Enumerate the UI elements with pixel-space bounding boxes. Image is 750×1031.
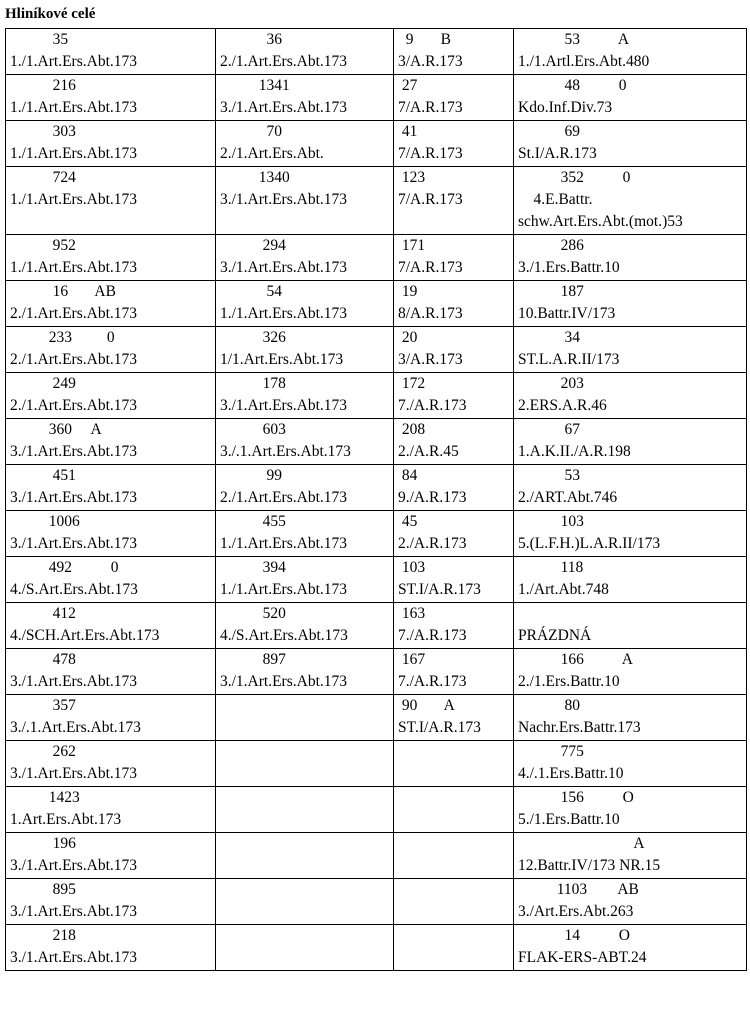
cell-unit-label: St.I/A.R.173 (518, 145, 597, 162)
cell-number: 1423 (10, 789, 80, 806)
cell-number: 45 (398, 513, 418, 530)
cell-number: 80 (518, 697, 580, 714)
table-cell (394, 695, 514, 741)
cell-number: 103 (518, 513, 584, 530)
cell-number: 20 (398, 329, 418, 346)
cell-number: 178 (220, 375, 286, 392)
table-cell (6, 281, 216, 327)
cell-number: 895 (10, 881, 76, 898)
cell-unit-label: 3./.1.Art.Ers.Abt.173 (10, 719, 141, 736)
table-cell (216, 29, 394, 75)
cell-unit-label: ST.L.A.R.II/173 (518, 351, 620, 368)
table-cell (6, 419, 216, 465)
cell-number: 326 (220, 329, 286, 346)
table-cell (514, 695, 747, 741)
cell-unit-label: 4./S.Art.Ers.Abt.173 (10, 581, 138, 598)
cell-unit-label (220, 947, 390, 969)
table-row (6, 695, 747, 741)
cell-unit-label: 2./A.R.173 (398, 535, 467, 552)
cell-unit-label: PRÁZDNÁ (518, 627, 592, 644)
table-cell (514, 465, 747, 511)
cell-number (398, 879, 510, 901)
table-cell (216, 557, 394, 603)
cell-number: 451 (10, 467, 76, 484)
table-cell (394, 741, 514, 787)
table-cell (216, 603, 394, 649)
cell-unit-label: 4./SCH.Art.Ers.Abt.173 (10, 627, 160, 644)
table-cell (514, 167, 747, 235)
cell-number: 394 (220, 559, 286, 576)
cell-number: 208 (398, 421, 426, 438)
table-cell (514, 29, 747, 75)
cell-unit-label: 7./A.R.173 (398, 673, 467, 690)
cell-unit-label (398, 763, 510, 785)
table-row (6, 603, 747, 649)
cell-unit-label: 1./1.Art.Ers.Abt.173 (220, 305, 348, 322)
cell-number: 36 (220, 31, 282, 48)
table-row (6, 29, 747, 75)
table-cell (514, 235, 747, 281)
cell-unit-label: 3./1.Art.Ers.Abt.173 (10, 535, 138, 552)
cell-number: 35 (10, 31, 69, 48)
cell-unit-label: 3./1.Art.Ers.Abt.173 (10, 765, 138, 782)
cell-unit-label: 3./1.Art.Ers.Abt.173 (10, 949, 138, 966)
cell-unit-label: 12.Battr.IV/173 NR.15 (518, 857, 661, 874)
table-row (6, 833, 747, 879)
table-cell (394, 327, 514, 373)
table-cell (394, 649, 514, 695)
cell-number: 603 (220, 421, 286, 438)
cell-unit-label: 2./1.Art.Ers.Abt. (220, 145, 324, 162)
cell-number: 14 O (518, 927, 630, 944)
table-row (6, 787, 747, 833)
cell-number: 16 AB (10, 283, 116, 300)
cell-unit-label (220, 855, 390, 877)
cell-number (398, 925, 510, 947)
cell-unit-label: ST.I/A.R.173 (398, 581, 481, 598)
cell-unit-label: 3./1.Art.Ers.Abt.173 (220, 397, 348, 414)
cell-unit-label: 10.Battr.IV/173 (518, 305, 616, 322)
cell-number: 357 (10, 697, 76, 714)
cell-number: 19 (398, 283, 418, 300)
cell-number: 123 (398, 169, 426, 186)
cell-unit-label: 9./A.R.173 (398, 489, 467, 506)
cell-unit-label (398, 901, 510, 923)
cell-unit-label: 2./1.Art.Ers.Abt.173 (220, 53, 348, 70)
table-cell (216, 741, 394, 787)
cell-unit-label: 3./.1.Art.Ers.Abt.173 (220, 443, 351, 460)
cell-unit-label (398, 855, 510, 877)
cell-unit-label: 5./1.Ers.Battr.10 (518, 811, 620, 828)
table-cell (514, 327, 747, 373)
cell-unit-label: 8/A.R.173 (398, 305, 463, 322)
cell-number (398, 833, 510, 855)
cell-unit-label (398, 947, 510, 969)
table-cell (514, 373, 747, 419)
table-cell (216, 787, 394, 833)
cell-unit-label: 3./1.Art.Ers.Abt.173 (10, 857, 138, 874)
cell-number: 303 (10, 123, 76, 140)
page-title: Hliníkové celé (5, 6, 96, 22)
cell-number (518, 603, 743, 625)
table-cell (216, 235, 394, 281)
table-cell (394, 603, 514, 649)
cell-unit-label: 2./1.Ers.Battr.10 (518, 673, 620, 690)
cell-unit-label: 1./1.Art.Ers.Abt.173 (10, 53, 138, 70)
table-cell (6, 833, 216, 879)
cell-number: 69 (518, 123, 580, 140)
table-cell (394, 29, 514, 75)
cell-unit-label: 5.(L.F.H.)L.A.R.II/173 (518, 535, 661, 552)
cell-number (220, 925, 390, 947)
table-cell (6, 167, 216, 235)
table-row (6, 419, 747, 465)
cell-unit-label: 3./1.Ers.Battr.10 (518, 259, 620, 276)
cell-unit-label: 1./1.Artl.Ers.Abt.480 (518, 53, 650, 70)
table-cell (6, 741, 216, 787)
cell-number: 286 (518, 237, 584, 254)
table-cell (394, 235, 514, 281)
cell-unit-label: 3/A.R.173 (398, 53, 463, 70)
table-cell (216, 925, 394, 971)
table-row (6, 511, 747, 557)
cell-number: 360 A (10, 421, 102, 438)
table-cell (394, 879, 514, 925)
cell-unit-label: 7/A.R.173 (398, 145, 463, 162)
table-row (6, 121, 747, 167)
cell-unit-label: 1.Art.Ers.Abt.173 (10, 811, 122, 828)
table-cell (514, 925, 747, 971)
cell-number: 520 (220, 605, 286, 622)
table-cell (6, 465, 216, 511)
cell-number (220, 741, 390, 763)
table-cell (6, 75, 216, 121)
table-cell (216, 281, 394, 327)
table-cell (394, 833, 514, 879)
cell-unit-label (220, 717, 390, 739)
table-cell (216, 649, 394, 695)
cell-unit-label (398, 809, 510, 831)
table-cell (394, 281, 514, 327)
cell-unit-label (220, 809, 390, 831)
table-row (6, 167, 747, 235)
cell-number (220, 695, 390, 717)
cell-unit-label: 4.E.Battr. (518, 191, 593, 208)
cell-unit-label: 1./1.Art.Ers.Abt.173 (220, 535, 348, 552)
table-cell (216, 465, 394, 511)
cell-unit-label: 2.ERS.A.R.46 (518, 397, 607, 414)
table-cell (514, 75, 747, 121)
cell-unit-label: 3./Art.Ers.Abt.263 (518, 903, 634, 920)
table-cell (6, 603, 216, 649)
table-cell (394, 787, 514, 833)
cell-unit-label: 7./A.R.173 (398, 627, 467, 644)
cell-unit-label: 3./1.Art.Ers.Abt.173 (10, 489, 138, 506)
cell-unit-label (220, 763, 390, 785)
table-cell (6, 511, 216, 557)
cell-unit-label-second-line: schw.Art.Ers.Abt.(mot.)53 (518, 213, 683, 230)
cell-unit-label: 3./1.Art.Ers.Abt.173 (10, 903, 138, 920)
cell-number: 53 (518, 467, 580, 484)
cell-number: 412 (10, 605, 76, 622)
table-cell (514, 281, 747, 327)
cell-unit-label: 1/1.Art.Ers.Abt.173 (220, 351, 344, 368)
table-row (6, 879, 747, 925)
cell-number: 775 (518, 743, 584, 760)
table-cell (394, 511, 514, 557)
cell-unit-label: 1.A.K.II./A.R.198 (518, 443, 631, 460)
table-cell (6, 327, 216, 373)
cell-number: 249 (10, 375, 76, 392)
table-row (6, 741, 747, 787)
records-table-body (6, 29, 747, 971)
cell-number: 167 (398, 651, 426, 668)
cell-number: 478 (10, 651, 76, 668)
cell-number: 48 0 (518, 77, 627, 94)
cell-unit-label: 1./1.Art.Ers.Abt.173 (220, 581, 348, 598)
cell-unit-label: 1./Art.Abt.748 (518, 581, 609, 598)
table-row (6, 373, 747, 419)
table-row (6, 327, 747, 373)
table-cell (394, 75, 514, 121)
cell-number: 103 (398, 559, 426, 576)
cell-unit-label: 1./1.Art.Ers.Abt.173 (10, 191, 138, 208)
cell-unit-label: 1./1.Art.Ers.Abt.173 (10, 259, 138, 276)
cell-number: 118 (518, 559, 584, 576)
table-cell (6, 649, 216, 695)
cell-number: 294 (220, 237, 286, 254)
cell-number: 34 (518, 329, 580, 346)
cell-number: 492 0 (10, 559, 119, 576)
cell-unit-label: 4./S.Art.Ers.Abt.173 (220, 627, 348, 644)
cell-unit-label: 2./A.R.45 (398, 443, 459, 460)
cell-number: 1341 (220, 77, 290, 94)
table-cell (216, 167, 394, 235)
table-cell (216, 373, 394, 419)
table-cell (394, 419, 514, 465)
table-cell (6, 787, 216, 833)
cell-unit-label: 3/A.R.173 (398, 351, 463, 368)
table-cell (514, 121, 747, 167)
table-row (6, 75, 747, 121)
cell-number: 171 (398, 237, 426, 254)
cell-unit-label: 3./1.Art.Ers.Abt.173 (10, 673, 138, 690)
cell-number: 54 (220, 283, 282, 300)
table-row (6, 465, 747, 511)
table-cell (514, 511, 747, 557)
cell-number: 1006 (10, 513, 80, 530)
cell-number (398, 787, 510, 809)
cell-number: 352 0 (518, 169, 631, 186)
cell-number: 172 (398, 375, 426, 392)
cell-unit-label: 3./1.Art.Ers.Abt.173 (220, 673, 348, 690)
table-cell (6, 121, 216, 167)
cell-unit-label: 2./ART.Abt.746 (518, 489, 618, 506)
table-cell (514, 833, 747, 879)
cell-number: 262 (10, 743, 76, 760)
cell-unit-label: 7./A.R.173 (398, 397, 467, 414)
cell-number: A (518, 835, 645, 852)
table-row (6, 235, 747, 281)
cell-unit-label: 2./1.Art.Ers.Abt.173 (10, 397, 138, 414)
table-cell (216, 75, 394, 121)
cell-unit-label: 4./.1.Ers.Battr.10 (518, 765, 624, 782)
cell-number: 897 (220, 651, 286, 668)
table-cell (514, 649, 747, 695)
cell-number (220, 833, 390, 855)
table-cell (514, 557, 747, 603)
cell-number: 455 (220, 513, 286, 530)
table-cell (394, 925, 514, 971)
table-cell (514, 603, 747, 649)
cell-number: 84 (398, 467, 418, 484)
table-cell (514, 741, 747, 787)
cell-number: 99 (220, 467, 282, 484)
table-cell (514, 879, 747, 925)
table-cell (394, 465, 514, 511)
cell-unit-label: 7/A.R.173 (398, 99, 463, 116)
cell-unit-label: 3./1.Art.Ers.Abt.173 (10, 443, 138, 460)
cell-number: 203 (518, 375, 584, 392)
table-cell (394, 167, 514, 235)
cell-number: 233 0 (10, 329, 115, 346)
records-table (5, 28, 747, 971)
table-cell (394, 373, 514, 419)
cell-unit-label: Kdo.Inf.Div.73 (518, 99, 613, 116)
cell-number (398, 741, 510, 763)
cell-number: 156 O (518, 789, 634, 806)
table-cell (216, 511, 394, 557)
cell-number: 27 (398, 77, 418, 94)
cell-number: 53 A (518, 31, 630, 48)
table-row (6, 557, 747, 603)
table-cell (514, 419, 747, 465)
cell-number: 70 (220, 123, 282, 140)
cell-unit-label: ST.I/A.R.173 (398, 719, 481, 736)
cell-number: 187 (518, 283, 584, 300)
cell-number: 724 (10, 169, 76, 186)
table-row (6, 649, 747, 695)
table-row (6, 925, 747, 971)
cell-number: 218 (10, 927, 76, 944)
cell-unit-label: 1./1.Art.Ers.Abt.173 (10, 145, 138, 162)
table-cell (216, 419, 394, 465)
table-cell (216, 121, 394, 167)
table-cell (216, 879, 394, 925)
table-cell (6, 29, 216, 75)
table-cell (216, 695, 394, 741)
table-cell (6, 373, 216, 419)
cell-unit-label: 7/A.R.173 (398, 191, 463, 208)
cell-number: 163 (398, 605, 426, 622)
cell-number: 196 (10, 835, 76, 852)
cell-unit-label: 1./1.Art.Ers.Abt.173 (10, 99, 138, 116)
table-cell (6, 235, 216, 281)
table-row (6, 281, 747, 327)
cell-unit-label: Nachr.Ers.Battr.173 (518, 719, 641, 736)
table-cell (6, 879, 216, 925)
cell-unit-label: 2./1.Art.Ers.Abt.173 (10, 305, 138, 322)
cell-unit-label: 7/A.R.173 (398, 259, 463, 276)
table-cell (394, 557, 514, 603)
cell-number: 166 A (518, 651, 633, 668)
cell-number: 1340 (220, 169, 290, 186)
cell-unit-label: FLAK-ERS-ABT.24 (518, 949, 647, 966)
table-cell (6, 557, 216, 603)
cell-number: 41 (398, 123, 418, 140)
cell-number: 216 (10, 77, 76, 94)
cell-number: 9 B (398, 31, 451, 48)
table-cell (216, 327, 394, 373)
cell-unit-label: 3./1.Art.Ers.Abt.173 (220, 191, 348, 208)
cell-unit-label: 2./1.Art.Ers.Abt.173 (220, 489, 348, 506)
cell-number (220, 787, 390, 809)
cell-unit-label (220, 901, 390, 923)
cell-number: 1103 AB (518, 881, 639, 898)
cell-number: 90 A (398, 697, 455, 714)
table-cell (514, 787, 747, 833)
cell-unit-label: 3./1.Art.Ers.Abt.173 (220, 259, 348, 276)
table-cell (6, 695, 216, 741)
cell-unit-label: 3./1.Art.Ers.Abt.173 (220, 99, 348, 116)
cell-number: 67 (518, 421, 580, 438)
cell-number: 952 (10, 237, 76, 254)
table-cell (6, 925, 216, 971)
table-cell (394, 121, 514, 167)
cell-unit-label: 2./1.Art.Ers.Abt.173 (10, 351, 138, 368)
cell-number (220, 879, 390, 901)
table-cell (216, 833, 394, 879)
